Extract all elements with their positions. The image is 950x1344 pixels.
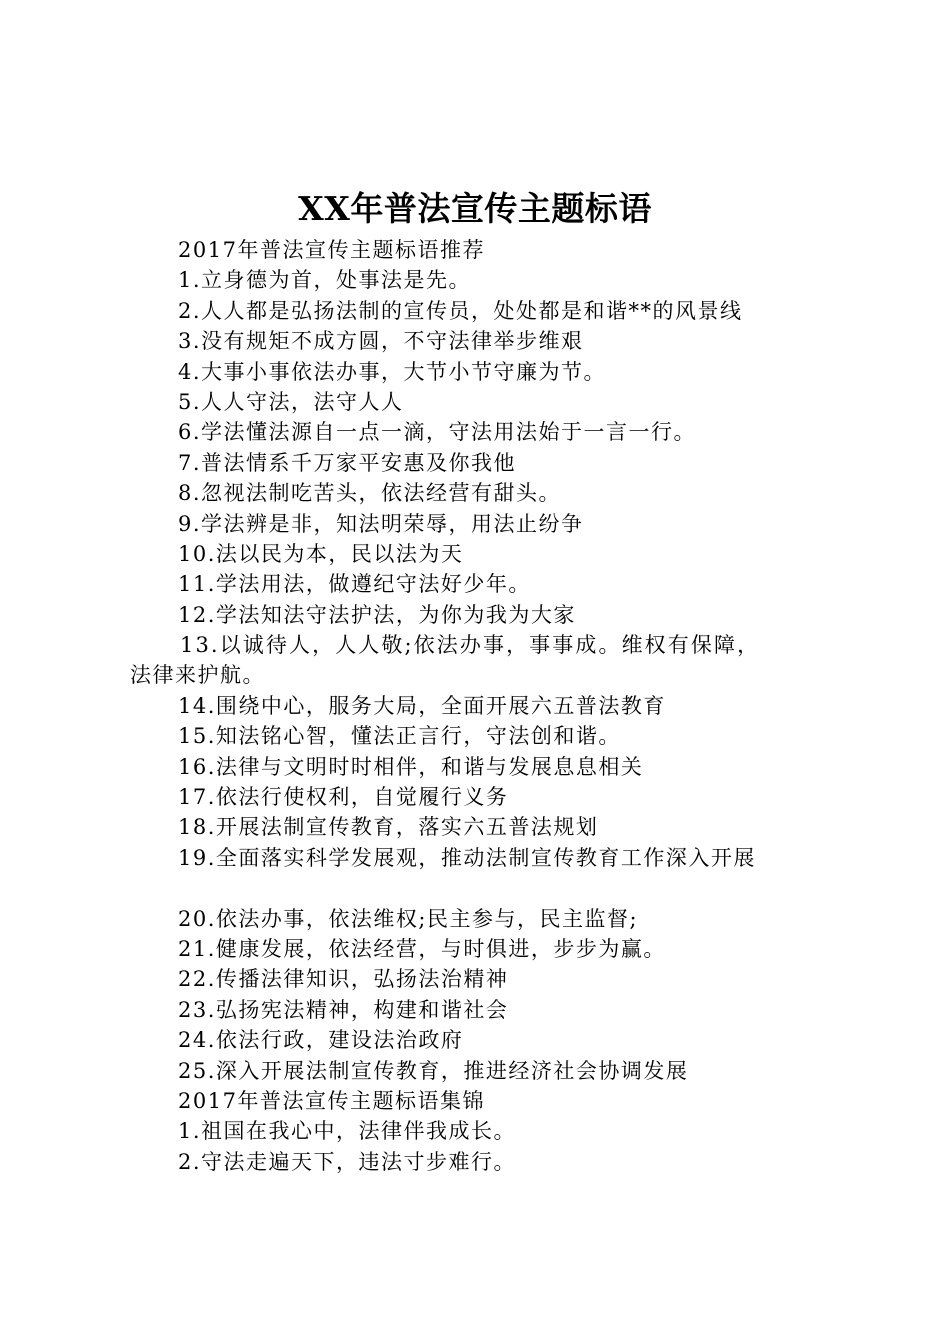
slogan-line: 25.深入开展法制宣传教育，推进经济社会协调发展 (178, 1058, 689, 1083)
slogan-line: 22.传播法律知识，弘扬法治精神 (178, 967, 509, 992)
slogan-line: 2.守法走遍天下，违法寸步难行。 (178, 1149, 517, 1174)
blank-line (130, 873, 830, 903)
slogan-line: 7.普法情系千万家平安惠及你我他 (178, 450, 517, 475)
slogan-line: 17.依法行使权利，自觉履行义务 (178, 785, 509, 810)
slogan-line: 21.健康发展，依法经营，与时俱进，步步为赢。 (178, 936, 666, 961)
document-title: XX年普法宣传主题标语 (298, 189, 652, 228)
slogan-line: 16.法律与文明时时相伴，和谐与发展息息相关 (178, 754, 644, 779)
slogan-line: 8.忽视法制吃苦头，依法经营有甜头。 (178, 481, 562, 506)
slogan-line: 14.围绕中心，服务大局，全面开展六五普法教育 (178, 693, 666, 718)
slogan-line: 10.法以民为本，民以法为天 (178, 541, 464, 566)
slogan-line: 11.学法用法，做遵纪守法好少年。 (178, 572, 531, 597)
slogan-line: 15.知法铭心智，懂法正言行，守法创和谐。 (178, 724, 621, 749)
slogan-line: 6.学法懂法源自一点一滴，守法用法始于一言一行。 (178, 420, 697, 445)
slogan-line: 18.开展法制宣传教育，落实六五普法规划 (178, 815, 599, 840)
document-body (130, 235, 830, 1177)
slogan-line: 1.立身德为首，处事法是先。 (178, 268, 472, 293)
section-heading: 2017年普法宣传主题标语推荐 (178, 238, 485, 262)
slogan-line: 24.依法行政，建设法治政府 (178, 1028, 464, 1053)
slogan-line: 20.依法办事，依法维权;民主参与，民主监督; (178, 906, 639, 931)
slogan-line: 5.人人守法，法守人人 (178, 389, 404, 414)
slogan-line: 2.人人都是弘扬法制的宣传员，处处都是和谐**的风景线 (178, 298, 743, 323)
slogan-line: 13.以诚待人，人人敬;依法办事，事事成。维权有保障， (180, 633, 761, 658)
slogan-line: 19.全面落实科学发展观，推动法制宣传教育工作深入开展 (178, 845, 756, 870)
slogan-line-continuation: 法律来护航。 (130, 663, 265, 688)
slogan-line: 23.弘扬宪法精神，构建和谐社会 (178, 997, 509, 1022)
slogan-line: 3.没有规矩不成方圆，不守法律举步维艰 (178, 329, 584, 354)
slogan-line: 4.大事小事依法办事，大节小节守廉为节。 (178, 359, 607, 384)
slogan-line: 9.学法辨是非，知法明荣辱，用法止纷争 (178, 511, 584, 536)
section-heading: 2017年普法宣传主题标语集锦 (178, 1088, 485, 1113)
slogan-line: 12.学法知法守法护法，为你为我为大家 (178, 602, 576, 627)
slogan-line: 1.祖国在我心中，法律伴我成长。 (178, 1119, 517, 1144)
